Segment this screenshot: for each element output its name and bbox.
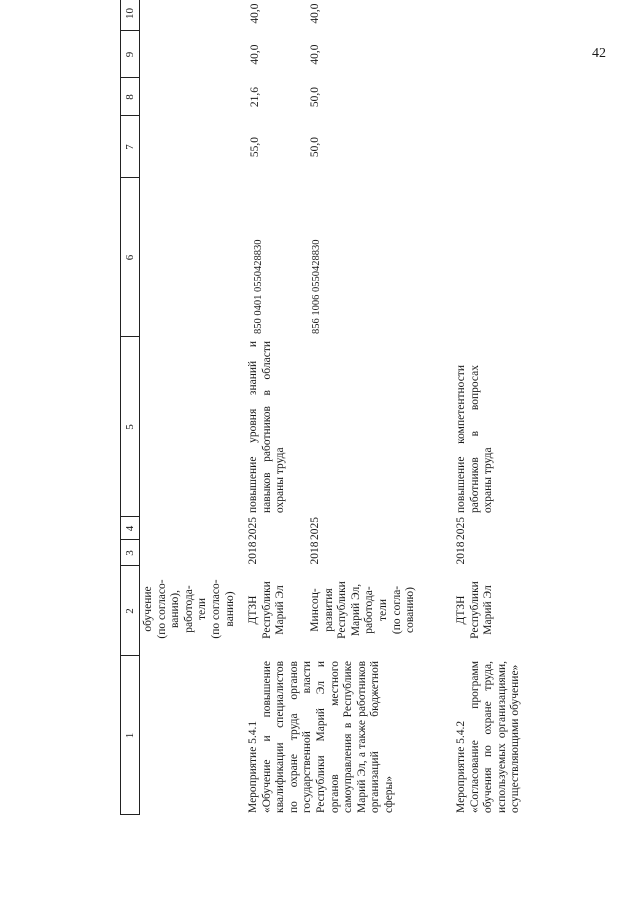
executor-5-4-1-b: Минсоц- развития Республики Марий Эл, работода- тели (по согла- сованию) bbox=[309, 581, 417, 639]
budget-code-5-4-1-a: 850 0401 0550428830 bbox=[253, 239, 264, 334]
result-5-4-1: повышение уровня знаний и навыков работников в области охраны труда bbox=[247, 341, 287, 513]
col-header-4: 4 bbox=[124, 525, 136, 532]
header-bottom-rule bbox=[139, 0, 140, 815]
value-col10-5-4-1-a: 40,0 bbox=[249, 3, 261, 24]
end-year-5-4-2: 2025 bbox=[455, 517, 467, 540]
result-5-4-2: повышение компетентности работников в вопросах охраны труда bbox=[455, 365, 495, 513]
program-table bbox=[120, 0, 639, 815]
table-top-rule bbox=[120, 0, 121, 815]
executor-5-4-2: ДТЗН Республики Марий Эл bbox=[455, 581, 495, 639]
col-header-1: 1 bbox=[124, 732, 136, 739]
value-col10-5-4-1-b: 40,0 bbox=[309, 3, 321, 24]
executor-5-4-1-a: ДТЗН Республики Марий Эл bbox=[247, 581, 287, 639]
event-5-4-2: Мероприятие 5.4.2 «Согласование программ обучения по охране труда, используемых организациями, осуществляющими обучение» bbox=[455, 661, 522, 813]
col-header-5: 5 bbox=[124, 424, 136, 430]
start-year-5-4-2: 2018 bbox=[455, 541, 467, 565]
start-year-5-4-1-a: 2018 bbox=[247, 541, 259, 565]
event-5-4-1: Мероприятие 5.4.1 «Обучение и повышение квалификации специалистов по охране труда органов государственной власти Республики Марий Эл и органов местного самоуправления в Республике Марий Эл, а также работников организаций бюджетной сферы» bbox=[247, 661, 395, 813]
col-header-10: 10 bbox=[124, 8, 136, 19]
col-header-2: 2 bbox=[124, 608, 136, 614]
value-col9-5-4-1-b: 40,0 bbox=[309, 44, 321, 65]
start-year-5-4-1-b: 2018 bbox=[309, 541, 321, 565]
col-header-8: 8 bbox=[124, 94, 136, 100]
executor-continuation: обучение (по согласо- ванию), работода- тели (по согласо- ванию) bbox=[142, 579, 236, 639]
col-header-3: 3 bbox=[124, 550, 136, 556]
rotated-page bbox=[120, 0, 639, 865]
col-header-9: 9 bbox=[124, 51, 136, 58]
budget-code-5-4-1-b: 856 1006 0550428830 bbox=[311, 239, 322, 334]
end-year-5-4-1-b: 2025 bbox=[309, 517, 321, 540]
value-col8-5-4-1-a: 21,6 bbox=[249, 86, 261, 108]
page-number: 42 bbox=[592, 46, 606, 61]
value-col8-5-4-1-b: 50,0 bbox=[309, 86, 321, 108]
col-header-6: 6 bbox=[124, 254, 136, 261]
end-year-5-4-1-a: 2025 bbox=[247, 517, 259, 540]
value-col9-5-4-1-a: 40,0 bbox=[249, 44, 261, 65]
value-col7-5-4-1-b: 50,0 bbox=[309, 136, 321, 158]
col-header-7: 7 bbox=[124, 144, 136, 150]
value-col7-5-4-1-a: 55,0 bbox=[249, 136, 261, 158]
